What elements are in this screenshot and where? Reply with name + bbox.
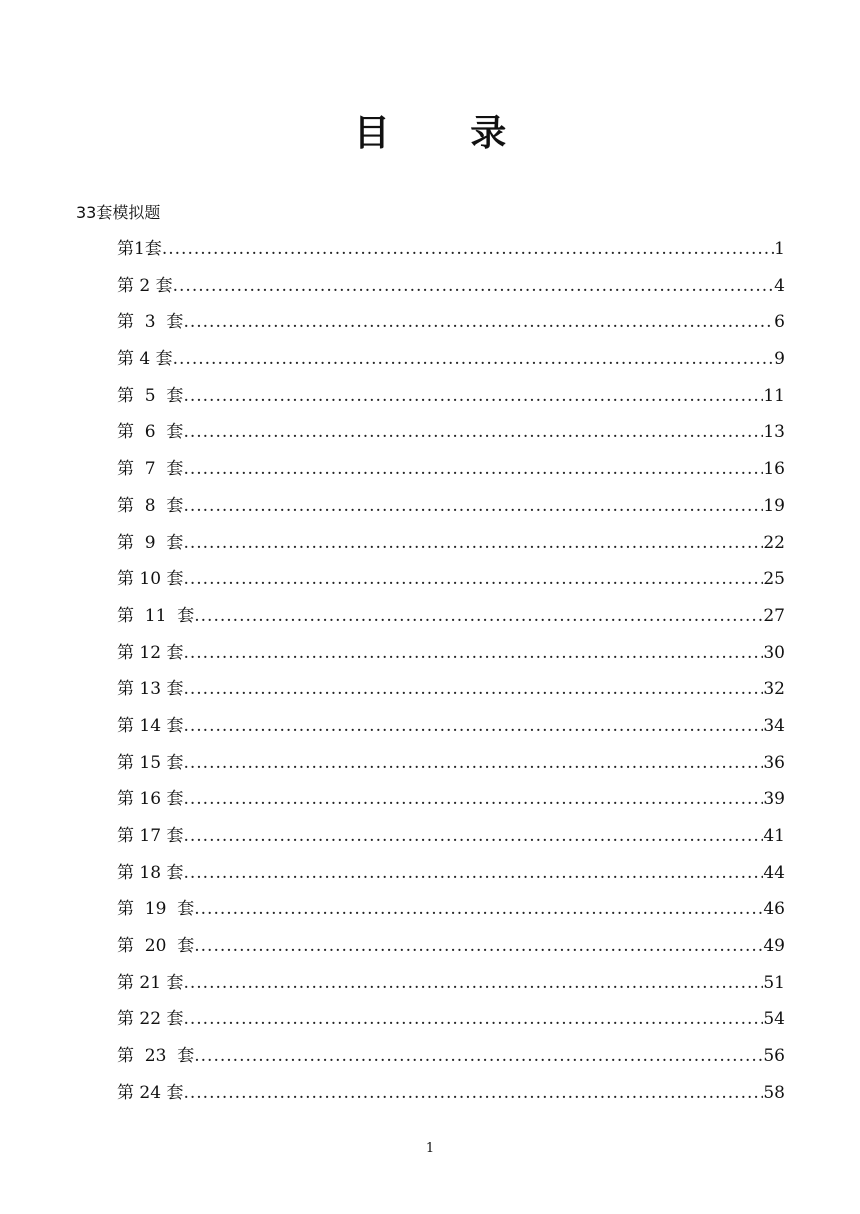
toc-leader xyxy=(183,493,763,519)
toc-entry[interactable] xyxy=(117,236,785,273)
toc-leader xyxy=(194,933,763,959)
toc-leader xyxy=(173,273,775,299)
toc-leader xyxy=(183,456,763,482)
toc-entry[interactable] xyxy=(117,933,785,970)
toc-entry-label: 第 5 套 xyxy=(117,385,184,406)
toc-entry-page: 36 xyxy=(763,752,785,773)
toc-entry-page: 1 xyxy=(774,239,785,259)
toc-entry[interactable] xyxy=(117,383,785,420)
toc-entry-page: 19 xyxy=(763,495,785,516)
toc-entry-page: 32 xyxy=(763,679,785,700)
toc-leader xyxy=(183,566,763,592)
toc-leader xyxy=(183,640,763,666)
toc-entry-label: 第 23 套 xyxy=(117,1046,195,1067)
toc-leader xyxy=(183,383,763,409)
toc-entry[interactable] xyxy=(117,309,785,346)
toc-entry-label: 第 9 套 xyxy=(117,532,184,553)
toc-entry-label: 第 15 套 xyxy=(117,752,184,773)
toc-entry-page: 51 xyxy=(763,972,785,993)
toc-leader xyxy=(183,1080,763,1106)
toc-entry-page: 54 xyxy=(763,1009,785,1030)
toc-entry[interactable] xyxy=(117,346,785,383)
toc-leader xyxy=(183,676,763,702)
toc-entry[interactable] xyxy=(117,786,785,823)
toc-entry-page: 25 xyxy=(763,569,785,590)
toc-entry-page: 44 xyxy=(763,862,785,883)
toc-entry-page: 4 xyxy=(774,275,785,296)
toc-entry[interactable] xyxy=(117,273,785,310)
toc-leader xyxy=(183,530,763,556)
toc-entry-label: 第 22 套 xyxy=(117,1009,184,1030)
toc-entry[interactable] xyxy=(117,676,785,713)
toc-leader xyxy=(183,750,763,776)
toc-entry[interactable] xyxy=(117,530,785,567)
toc-entry[interactable] xyxy=(117,493,785,530)
toc-leader xyxy=(162,236,774,262)
section-heading: 33套模拟题 xyxy=(76,203,161,222)
toc-entry-label: 第 7 套 xyxy=(117,459,184,480)
toc-entry-label: 第 6 套 xyxy=(117,422,184,443)
toc-entry-page: 22 xyxy=(763,532,785,553)
table-of-contents xyxy=(117,236,785,1117)
toc-entry[interactable] xyxy=(117,1043,785,1080)
toc-entry-label: 第 12 套 xyxy=(117,642,184,663)
page-number: 1 xyxy=(425,1141,435,1156)
toc-entry[interactable] xyxy=(117,419,785,456)
toc-leader xyxy=(183,1006,763,1032)
toc-entry-label: 第 24 套 xyxy=(117,1082,184,1103)
toc-entry-page: 49 xyxy=(763,936,785,957)
toc-entry-page: 58 xyxy=(763,1082,785,1103)
toc-entry[interactable] xyxy=(117,1006,785,1043)
toc-entry-page: 16 xyxy=(763,459,785,480)
toc-entry-label: 第 10 套 xyxy=(117,569,184,590)
toc-entry[interactable] xyxy=(117,566,785,603)
toc-entry[interactable] xyxy=(117,1080,785,1117)
toc-entry-page: 13 xyxy=(763,422,785,443)
toc-leader xyxy=(194,896,763,922)
toc-entry-label: 第 20 套 xyxy=(117,936,195,957)
toc-leader xyxy=(183,713,763,739)
toc-entry[interactable] xyxy=(117,640,785,677)
toc-entry-page: 41 xyxy=(763,826,785,846)
toc-entry-label: 第 16 套 xyxy=(117,789,184,810)
toc-entry-page: 46 xyxy=(763,899,785,920)
toc-leader xyxy=(183,786,763,812)
toc-entry-page: 30 xyxy=(763,642,785,663)
toc-entry-label: 第 13 套 xyxy=(117,679,184,700)
toc-entry-label: 第 8 套 xyxy=(117,495,184,516)
toc-leader xyxy=(183,309,774,335)
toc-entry-page: 39 xyxy=(763,789,785,810)
toc-entry[interactable] xyxy=(117,603,785,640)
toc-entry[interactable] xyxy=(117,970,785,1007)
toc-entry-label: 第 21 套 xyxy=(117,972,184,993)
toc-leader xyxy=(183,860,763,886)
toc-entry-label: 第 2 套 xyxy=(117,275,173,296)
toc-leader xyxy=(194,1043,763,1069)
toc-leader xyxy=(173,346,775,372)
toc-entry-page: 56 xyxy=(763,1046,785,1067)
toc-entry[interactable] xyxy=(117,456,785,493)
toc-entry-label: 第 4 套 xyxy=(117,349,173,370)
toc-leader xyxy=(183,823,763,849)
toc-entry-page: 34 xyxy=(763,715,785,736)
toc-entry[interactable] xyxy=(117,713,785,750)
toc-entry[interactable] xyxy=(117,896,785,933)
toc-entry-label: 第 17 套 xyxy=(117,826,184,846)
toc-leader xyxy=(183,419,763,445)
toc-entry-label: 第 3 套 xyxy=(117,312,184,333)
toc-entry[interactable] xyxy=(117,823,785,860)
toc-leader xyxy=(194,603,763,629)
toc-entry[interactable] xyxy=(117,750,785,787)
toc-entry[interactable] xyxy=(117,860,785,897)
toc-leader xyxy=(183,970,763,996)
toc-entry-page: 6 xyxy=(774,312,785,333)
toc-entry-label: 第 14 套 xyxy=(117,715,184,736)
toc-entry-page: 9 xyxy=(774,349,785,370)
toc-entry-label: 第1套 xyxy=(117,239,162,259)
toc-entry-label: 第 11 套 xyxy=(117,605,195,626)
toc-entry-page: 11 xyxy=(763,385,785,406)
toc-entry-label: 第 18 套 xyxy=(117,862,184,883)
toc-entry-page: 27 xyxy=(763,605,785,626)
toc-entry-label: 第 19 套 xyxy=(117,899,195,920)
page-title: 目 录 xyxy=(353,112,541,154)
